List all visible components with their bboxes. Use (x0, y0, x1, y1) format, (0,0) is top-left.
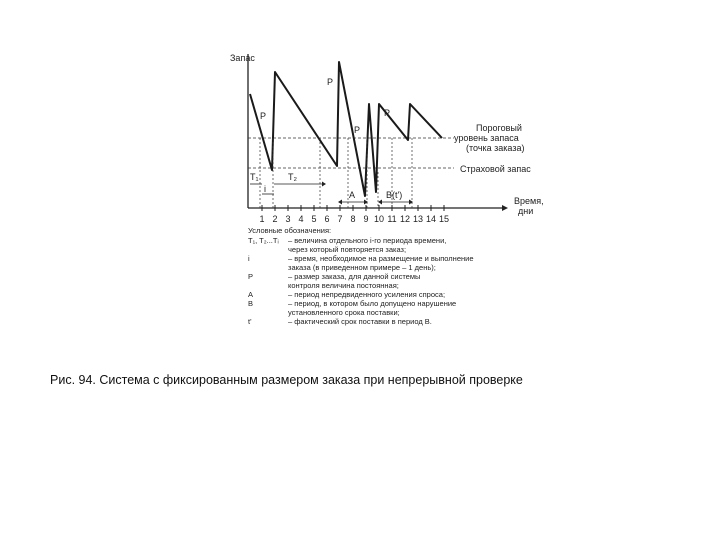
inventory-curve (250, 62, 442, 196)
x-tick-label: 2 (272, 214, 278, 224)
legend-row (248, 299, 538, 308)
legend-symbol (248, 245, 288, 254)
legend-row (248, 245, 538, 254)
legend-row (248, 272, 538, 281)
x-tick-label: 5 (311, 214, 317, 224)
x-tick-label: 4 (298, 214, 304, 224)
x-tick-label: 12 (399, 214, 411, 224)
x-tick-label: 1 (259, 214, 265, 224)
diagram-svg (222, 32, 552, 232)
legend-text: через который повторяется заказ; (288, 245, 407, 254)
x-tick-label: 10 (373, 214, 385, 224)
legend-symbol: i (248, 254, 250, 263)
x-axis-arrow (502, 205, 508, 211)
legend-symbol: T₁, T₂...Tᵢ (248, 236, 279, 245)
t2-arrowhead (322, 182, 326, 187)
legend-row (248, 317, 538, 326)
threshold-label-line1: Пороговый (476, 123, 522, 133)
legend-text: – время, необходимое на размещение и выполнение (288, 254, 474, 263)
x-tick-label: 11 (387, 214, 397, 224)
legend-text: – величина отдельного i-го периода времени, (288, 236, 447, 245)
legend (248, 226, 538, 326)
legend-row (248, 236, 538, 245)
threshold-label-line2: уровень запаса (454, 133, 519, 143)
legend-text: – период непредвиденного усиления спроса; (288, 290, 446, 299)
legend-row (248, 254, 538, 263)
x-tick-label: 3 (285, 214, 291, 224)
x-tick-label: 13 (412, 214, 424, 224)
x-tick-label: 8 (350, 214, 356, 224)
x-tick-label: 7 (337, 214, 343, 224)
legend-text: – размер заказа, для данной системы (288, 272, 421, 281)
figure-caption: Рис. 94. Система с фиксированным размером заказа при непрерывной проверке (50, 373, 523, 387)
legend-text: – период, в котором было допущено нарушение (288, 299, 457, 308)
x-tick-label: 9 (363, 214, 369, 224)
legend-symbol: P (248, 272, 254, 281)
p-label-4: P (384, 108, 391, 118)
threshold-label-line3: (точка заказа) (466, 143, 525, 153)
b-arrowhead-right (409, 200, 413, 205)
legend-symbol: A (248, 290, 254, 299)
inventory-diagram (222, 32, 552, 350)
x-tick-label: 14 (425, 214, 437, 224)
legend-row (248, 308, 538, 317)
legend-row (248, 263, 538, 272)
t1-label: T₁ (250, 172, 259, 182)
legend-row (248, 290, 538, 299)
i-label: i (264, 184, 266, 194)
safety-label: Страховой запас (460, 164, 531, 174)
p-label-1: P (260, 111, 267, 121)
legend-symbol (248, 263, 288, 272)
b-label: B(t') (386, 190, 403, 200)
a-arrowhead-left (338, 200, 342, 205)
legend-symbol (248, 281, 288, 290)
p-label-2: P (327, 77, 334, 87)
x-tick-label: 6 (324, 214, 330, 224)
x-axis-label-line2: дни (518, 206, 534, 216)
legend-text: заказа (в приведенном примере – 1 день); (288, 263, 436, 272)
legend-text: – фактический срок поставки в период B. (288, 317, 432, 326)
legend-row (248, 281, 538, 290)
legend-text: контроля величина постоянная; (288, 281, 399, 290)
legend-symbol: t' (248, 317, 252, 326)
legend-symbol (248, 308, 288, 317)
p-label-3: P (354, 125, 361, 135)
legend-rows (248, 236, 538, 326)
legend-text: установленного срока поставки; (288, 308, 400, 317)
a-label: A (349, 190, 356, 200)
legend-symbol: B (248, 299, 254, 308)
a-arrowhead-right (364, 200, 368, 205)
y-axis-label: Запас (230, 53, 255, 63)
t2-label: T₂ (288, 172, 297, 182)
x-tick-label: 15 (438, 214, 450, 224)
x-axis-label-line1: Время, (514, 196, 544, 206)
legend-title: Условные обозначения: (248, 226, 332, 235)
b-arrowhead-left (378, 200, 382, 205)
